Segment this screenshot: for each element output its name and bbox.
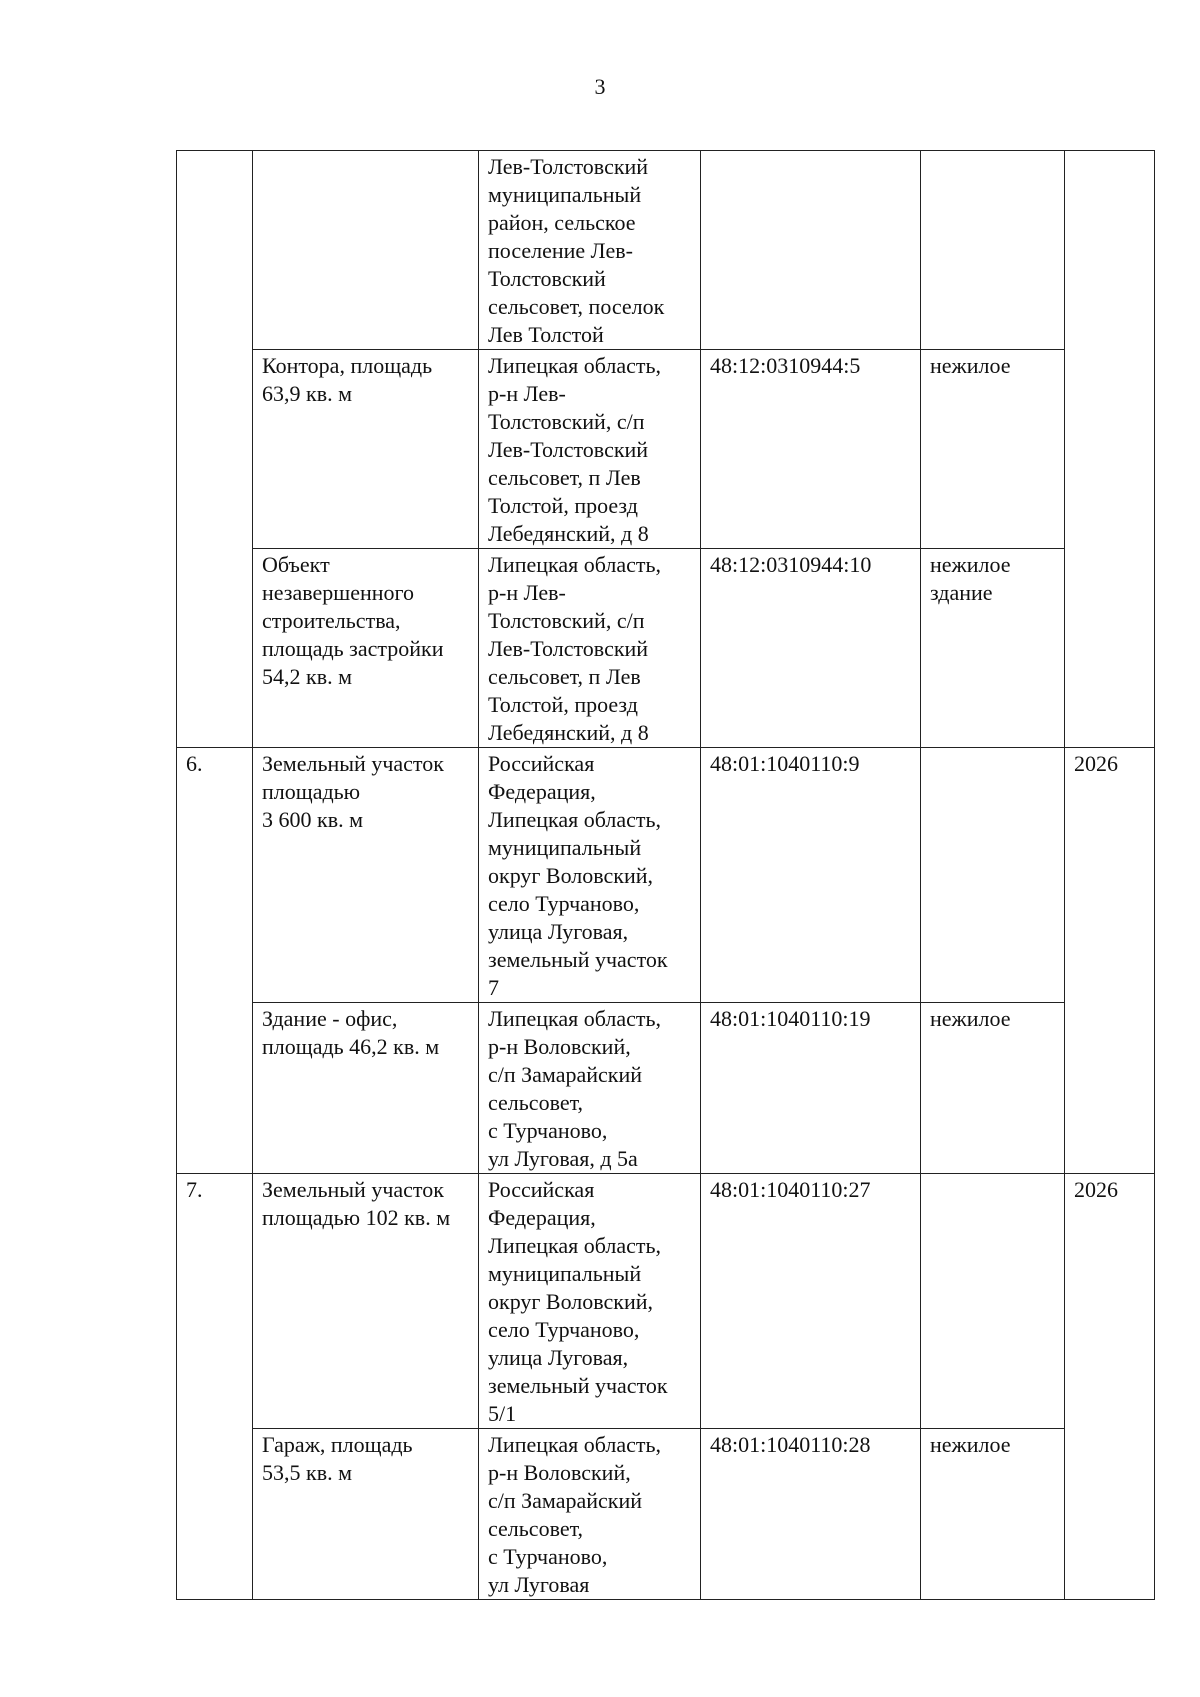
object-name-cell: Здание - офис, площадь 46,2 кв. м xyxy=(253,1003,479,1174)
purpose-cell xyxy=(921,151,1065,350)
page-number: 3 xyxy=(594,74,606,99)
object-name-cell: Гараж, площадь 53,5 кв. м xyxy=(253,1429,479,1600)
row-number-cell: 7. xyxy=(177,1174,253,1600)
cadastral-number-cell: 48:12:0310944:10 xyxy=(701,549,921,748)
purpose-cell: нежилое здание xyxy=(921,549,1065,748)
year-cell xyxy=(1065,151,1155,748)
table-row xyxy=(177,748,1155,1003)
address-cell: Российская Федерация, Липецкая область, муниципальный округ Воловский, село Турчаново, улица Луговая, земельный участок 7 xyxy=(479,748,701,1003)
cadastral-number-cell: 48:01:1040110:19 xyxy=(701,1003,921,1174)
table-row xyxy=(177,151,1155,350)
object-name-cell: Земельный участок площадью 3 600 кв. м xyxy=(253,748,479,1003)
object-name-cell xyxy=(253,151,479,350)
purpose-cell: нежилое xyxy=(921,1003,1065,1174)
purpose-cell: нежилое xyxy=(921,1429,1065,1600)
cadastral-number-cell xyxy=(701,151,921,350)
cadastral-number-cell: 48:12:0310944:5 xyxy=(701,350,921,549)
cadastral-number-cell: 48:01:1040110:28 xyxy=(701,1429,921,1600)
year-cell: 2026 xyxy=(1065,748,1155,1174)
table-row xyxy=(177,1174,1155,1429)
object-name-cell: Контора, площадь 63,9 кв. м xyxy=(253,350,479,549)
year-cell: 2026 xyxy=(1065,1174,1155,1600)
cadastral-number-cell: 48:01:1040110:9 xyxy=(701,748,921,1003)
row-number-cell xyxy=(177,151,253,748)
purpose-cell xyxy=(921,748,1065,1003)
address-cell: Липецкая область, р-н Воловский, с/п Замарайский сельсовет, с Турчаново, ул Луговая xyxy=(479,1429,701,1600)
cadastral-number-cell: 48:01:1040110:27 xyxy=(701,1174,921,1429)
address-cell: Липецкая область, р-н Лев- Толстовский, с/п Лев-Толстовский сельсовет, п Лев Толстой, проезд Лебедянский, д 8 xyxy=(479,549,701,748)
purpose-cell: нежилое xyxy=(921,350,1065,549)
table-row xyxy=(177,350,1155,549)
table-row xyxy=(177,1003,1155,1174)
address-cell: Липецкая область, р-н Воловский, с/п Замарайский сельсовет, с Турчаново, ул Луговая, д 5а xyxy=(479,1003,701,1174)
table-row xyxy=(177,549,1155,748)
object-name-cell: Объект незавершенного строительства, площадь застройки 54,2 кв. м xyxy=(253,549,479,748)
row-number-cell: 6. xyxy=(177,748,253,1174)
address-cell: Лев-Толстовский муниципальный район, сельское поселение Лев- Толстовский сельсовет, поселок Лев Толстой xyxy=(479,151,701,350)
address-cell: Российская Федерация, Липецкая область, муниципальный округ Воловский, село Турчаново, улица Луговая, земельный участок 5/1 xyxy=(479,1174,701,1429)
address-cell: Липецкая область, р-н Лев- Толстовский, с/п Лев-Толстовский сельсовет, п Лев Толстой, проезд Лебедянский, д 8 xyxy=(479,350,701,549)
table-row xyxy=(177,1429,1155,1600)
property-table xyxy=(176,150,1155,1600)
object-name-cell: Земельный участок площадью 102 кв. м xyxy=(253,1174,479,1429)
purpose-cell xyxy=(921,1174,1065,1429)
